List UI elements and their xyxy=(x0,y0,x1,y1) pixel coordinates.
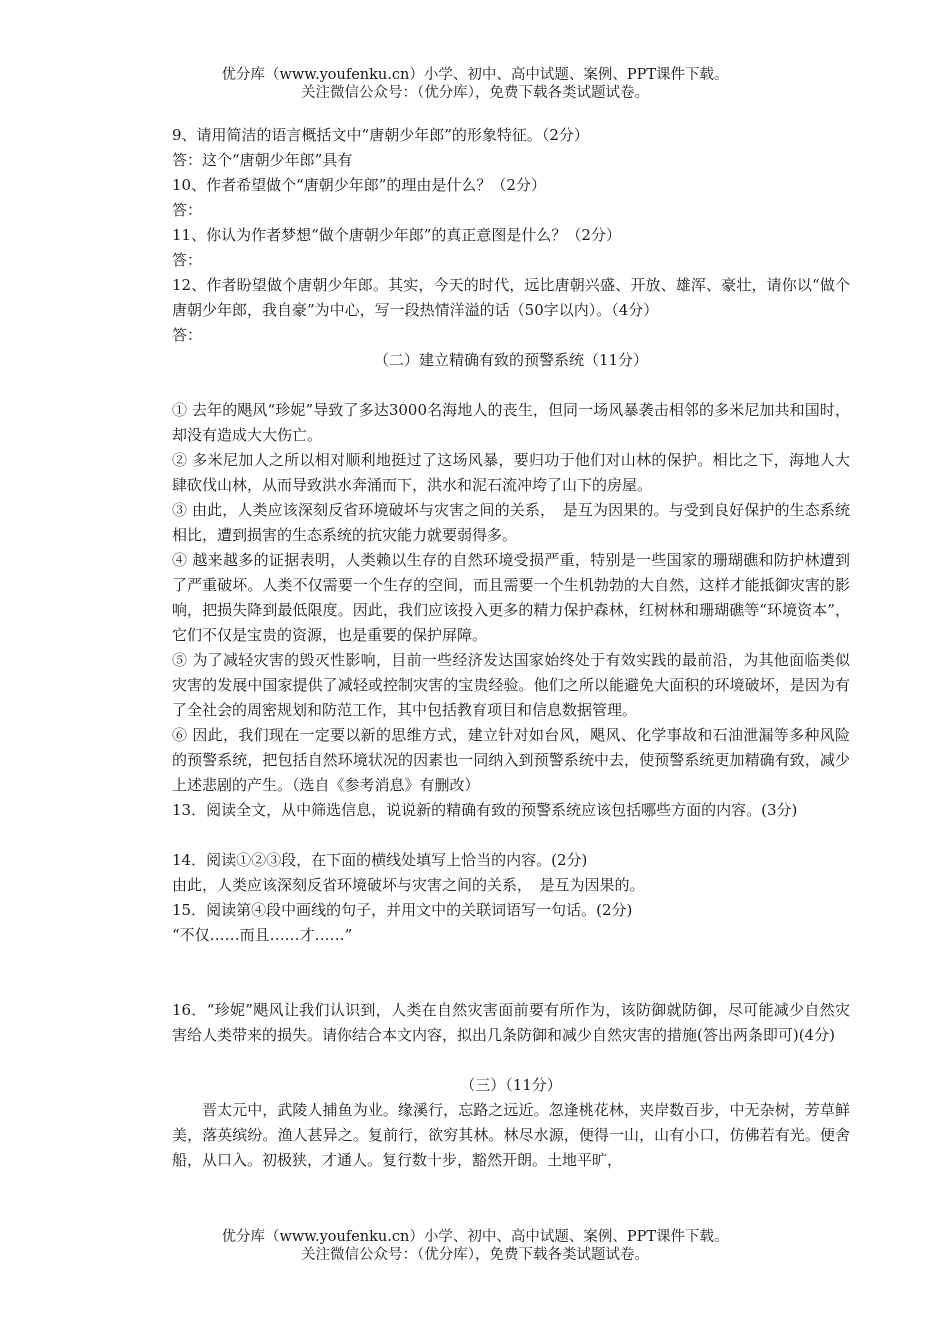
question-11: 11、你认为作者梦想“做个唐朝少年郎”的真正意图是什么？（2分） xyxy=(172,226,621,244)
paragraph-4: ④ 越来越多的证据表明，人类赖以生存的自然环境受损严重，特别是一些国家的珊瑚礁和防护林遭到了严重破坏。人类不仅需要一个生存的空间，而且需要一个生机勃勃的大自然，这样才能抵御灾害的影响，把损失降到最低限度。因此，我们应该投入更多的精力保护森林，红树林和珊瑚礁等“环境资本”，它们不仅是宝贵的资源，也是重要的保护屏障。 xyxy=(172,551,850,644)
paragraph-3: ③ 由此，人类应该深刻反省环境破坏与灾害之间的关系， 是互为因果的。与受到良好保护的生态系统相比，遭到损害的生态系统的抗灾能力就要弱得多。 xyxy=(172,501,850,544)
question-14: 14．阅读①②③段，在下面的横线处填写上恰当的内容。(2分) xyxy=(172,851,588,869)
document-body xyxy=(172,123,850,1173)
paragraph-1: ① 去年的飓风“珍妮”导致了多达3000名海地人的丧生，但同一场风暴袭击相邻的多米尼加共和国时，却没有造成大大伤亡。 xyxy=(172,401,850,444)
answer-9: 答：这个“唐朝少年郎”具有 xyxy=(172,151,353,169)
section-2-title: （二）建立精确有致的预警系统（11分） xyxy=(373,351,649,369)
question-13: 13．阅读全文，从中筛选信息，说说新的精确有致的预警系统应该包括哪些方面的内容。(3分) xyxy=(172,801,798,819)
paragraph-5: ⑤ 为了减轻灾害的毁灭性影响，目前一些经济发达国家始终处于有效实践的最前沿，为其他面临类似灾害的发展中国家提供了减轻或控制灾害的宝贵经验。他们之所以能避免大面积的环境破坏，是因为有了全社会的周密规划和防范工作，其中包括教育项目和信息数据管理。 xyxy=(172,651,850,719)
question-15-pattern: “不仅……而且……才……” xyxy=(172,926,353,944)
spacer xyxy=(172,373,850,398)
section-3-text: 晋太元中，武陵人捕鱼为业。缘溪行，忘路之远近。忽逢桃花林，夹岸数百步，中无杂树，芳草鲜美，落英缤纷。渔人甚异之。复前行，欲穷其林。林尽水源，便得一山，山有小口，仿佛若有光。便舍船，从口入。初极狭，才通人。复行数十步，豁然开朗。土地平旷， xyxy=(172,1101,850,1169)
paragraph-6: ⑥ 因此，我们现在一定要以新的思维方式，建立针对如台风，飓风、化学事故和石油泄漏等多种风险的预警系统，把包括自然环境状况的因素也一同纳入到预警系统中去，使预警系统更加精确有致，减少上述悲剧的产生。（选自《参考消息》有删改） xyxy=(172,726,850,794)
page-footer xyxy=(0,1228,950,1264)
question-15: 15．阅读第④段中画线的句子，并用文中的关联词语写一句话。(2分) xyxy=(172,901,633,919)
page-header xyxy=(0,66,950,102)
spacer xyxy=(172,948,850,998)
footer-line-2: 关注微信公众号：（优分库），免费下载各类试题试卷。 xyxy=(301,1247,649,1263)
question-12: 12、作者盼望做个唐朝少年郎。其实，今天的时代，远比唐朝兴盛、开放、雄浑、豪壮，请你以“做个唐朝少年郎，我自豪”为中心，写一段热情洋溢的话（50字以内）。（4分） xyxy=(172,276,850,319)
question-14-sentence: 由此，人类应该深刻反省环境破坏与灾害之间的关系， 是互为因果的。 xyxy=(172,876,645,894)
spacer xyxy=(172,823,850,848)
question-9: 9、请用简洁的语言概括文中“唐朝少年郎”的形象特征。（2分） xyxy=(172,126,589,144)
paragraph-2: ② 多米尼加人之所以相对顺利地挺过了这场风暴，要归功于他们对山林的保护。相比之下，海地人大肆砍伐山林，从而导致洪水奔涌而下，洪水和泥石流冲垮了山下的房屋。 xyxy=(172,451,850,494)
section-3-title: （三）（11分） xyxy=(460,1076,562,1094)
footer-line-1: 优分库（www.youfenku.cn）小学、初中、高中试题、案例、PPT课件下载。 xyxy=(221,1229,729,1245)
answer-12: 答： xyxy=(172,326,203,344)
header-line-1: 优分库（www.youfenku.cn）小学、初中、高中试题、案例、PPT课件下载。 xyxy=(221,67,729,83)
header-line-2: 关注微信公众号：（优分库），免费下载各类试题试卷。 xyxy=(301,85,649,101)
answer-10: 答： xyxy=(172,201,203,219)
answer-11: 答： xyxy=(172,251,203,269)
spacer xyxy=(172,1048,850,1073)
question-16: 16．“珍妮”飓风让我们认识到，人类在自然灾害面前要有所作为，该防御就防御，尽可能减少自然灾害给人类带来的损失。请你结合本文内容，拟出几条防御和减少自然灾害的措施(答出两条即可)(4分) xyxy=(172,1001,850,1044)
question-10: 10、作者希望做个“唐朝少年郎”的理由是什么？（2分） xyxy=(172,176,546,194)
